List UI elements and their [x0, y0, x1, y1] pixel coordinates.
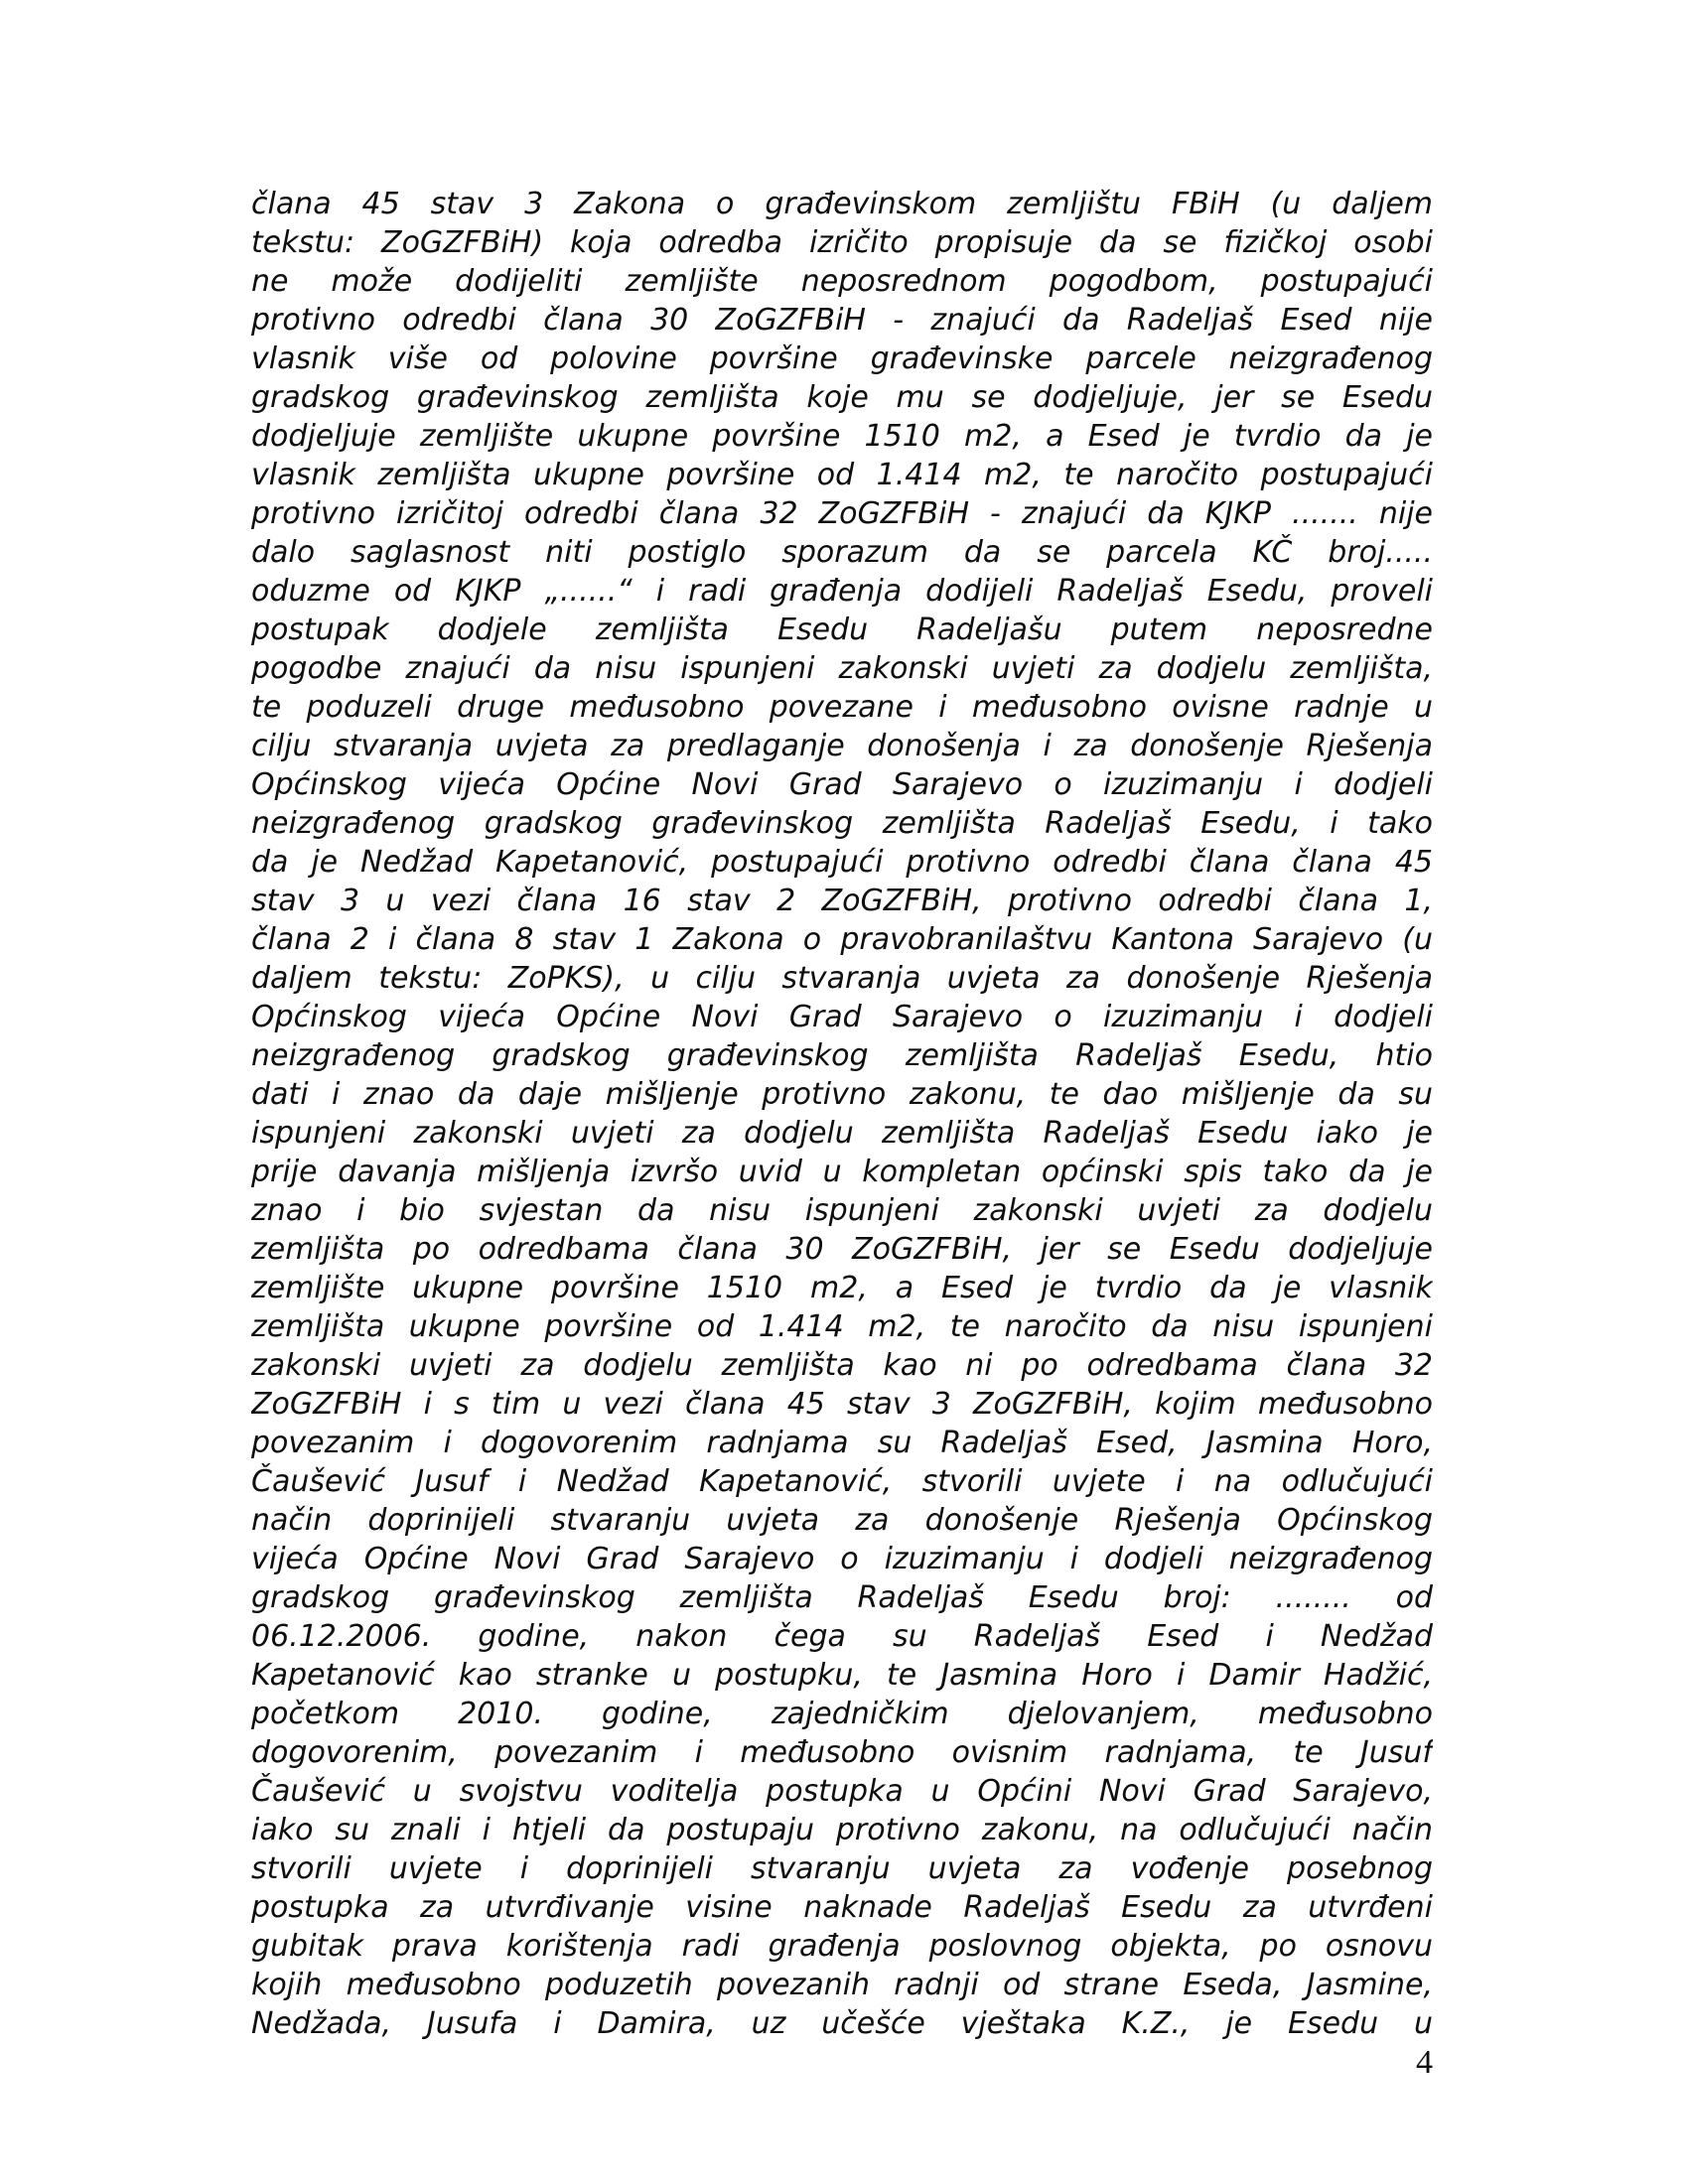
text-line: cilju stvaranja uvjeta za predlaganje donošenja i za donošenje Rješenja	[251, 729, 1433, 763]
text-line: Općinskog vijeća Općine Novi Grad Sarajevo o izuzimanju i dodjeli	[251, 767, 1433, 802]
text-line: ispunjeni zakonski uvjeti za dodjelu zemljišta Radeljaš Esedu iako je	[251, 1116, 1433, 1151]
body-text	[251, 185, 1433, 2043]
text-line: postupak dodjele zemljišta Esedu Radeljašu putem neposredne	[251, 613, 1433, 647]
text-line: 06.12.2006. godine, nakon čega su Radeljaš Esed i Nedžad	[251, 1619, 1433, 1654]
text-line: dodjeljuje zemljište ukupne površine 1510 m2, a Esed je tvrdio da je	[251, 419, 1433, 454]
text-line: ne može dodijeliti zemljište neposrednom pogodbom, postupajući	[251, 264, 1433, 299]
text-line: ZoGZFBiH i s tim u vezi člana 45 stav 3 ZoGZFBiH, kojim međusobno	[251, 1387, 1433, 1422]
text-line: Općinskog vijeća Općine Novi Grad Sarajevo o izuzimanju i dodjeli	[251, 1000, 1433, 1034]
text-line: pogodbe znajući da nisu ispunjeni zakonski uvjeti za dodjelu zemljišta,	[251, 651, 1433, 686]
text-line: kojih međusobno poduzetih povezanih radnji od strane Eseda, Jasmine,	[251, 1968, 1433, 2002]
text-line: da je Nedžad Kapetanović, postupajući protivno odredbi člana člana 45	[251, 845, 1433, 880]
text-line: dati i znao da daje mišljenje protivno zakonu, te dao mišljenje da su	[251, 1077, 1433, 1112]
text-line: gradskog građevinskog zemljišta koje mu se dodjeljuje, jer se Esedu	[251, 380, 1433, 415]
text-line: člana 45 stav 3 Zakona o građevinskom zemljištu FBiH (u daljem	[251, 187, 1433, 221]
text-line: Čaušević Jusuf i Nedžad Kapetanović, stvorili uvjete i na odlučujući	[251, 1464, 1433, 1499]
text-line: te poduzeli druge međusobno povezane i međusobno ovisne radnje u	[251, 690, 1433, 725]
text-line: Kapetanović kao stranke u postupku, te Jasmina Horo i Damir Hadžić,	[251, 1658, 1433, 1693]
text-line: početkom 2010. godine, zajedničkim djelovanjem, međusobno	[251, 1697, 1433, 1731]
text-line: neizgrađenog gradskog građevinskog zemljišta Radeljaš Esedu, i tako	[251, 806, 1433, 841]
text-line: vlasnik zemljišta ukupne površine od 1.414 m2, te naročito postupajući	[251, 458, 1433, 492]
text-line: zemljište ukupne površine 1510 m2, a Esed je tvrdio da je vlasnik	[251, 1271, 1433, 1305]
text-line: zemljišta ukupne površine od 1.414 m2, te naročito da nisu ispunjeni	[251, 1309, 1433, 1344]
text-line: vijeća Općine Novi Grad Sarajevo o izuzimanju i dodjeli neizgrađenog	[251, 1542, 1433, 1576]
text-line: iako su znali i htjeli da postupaju protivno zakonu, na odlučujući način	[251, 1813, 1433, 1847]
text-line: stvorili uvjete i doprinijeli stvaranju uvjeta za vođenje posebnog	[251, 1851, 1433, 1886]
text-line: vlasnik više od polovine površine građevinske parcele neizgrađenog	[251, 341, 1433, 376]
text-line: zemljišta po odredbama člana 30 ZoGZFBiH, jer se Esedu dodjeljuje	[251, 1232, 1433, 1267]
text-line: daljem tekstu: ZoPKS), u cilju stvaranja uvjeta za donošenje Rješenja	[251, 961, 1433, 996]
text-line: gradskog građevinskog zemljišta Radeljaš Esedu broj: ........ od	[251, 1580, 1433, 1615]
text-line: oduzme od KJKP „......“ i radi građenja dodijeli Radeljaš Esedu, proveli	[251, 574, 1433, 609]
text-line: protivno odredbi člana 30 ZoGZFBiH - znajući da Radeljaš Esed nije	[251, 303, 1433, 338]
text-line: povezanim i dogovorenim radnjama su Radeljaš Esed, Jasmina Horo,	[251, 1426, 1433, 1460]
text-line: dogovorenim, povezanim i međusobno ovisnim radnjama, te Jusuf	[251, 1735, 1433, 1770]
text-line: člana 2 i člana 8 stav 1 Zakona o pravobranilaštvu Kantona Sarajevo (u	[251, 922, 1433, 957]
page-number: 4	[1416, 2044, 1433, 2081]
text-line: neizgrađenog gradskog građevinskog zemljišta Radeljaš Esedu, htio	[251, 1038, 1433, 1073]
text-line: protivno izričitoj odredbi člana 32 ZoGZFBiH - znajući da KJKP ....... nije	[251, 496, 1433, 531]
text-line: Nedžada, Jusufa i Damira, uz učešće vještaka K.Z., je Esedu u	[251, 2006, 1433, 2041]
text-line: zakonski uvjeti za dodjelu zemljišta kao ni po odredbama člana 32	[251, 1348, 1433, 1383]
text-line: stav 3 u vezi člana 16 stav 2 ZoGZFBiH, protivno odredbi člana 1,	[251, 884, 1433, 918]
text-line: Čaušević u svojstvu voditelja postupka u Općini Novi Grad Sarajevo,	[251, 1774, 1433, 1809]
text-line: način doprinijeli stvaranju uvjeta za donošenje Rješenja Općinskog	[251, 1503, 1433, 1538]
text-line: postupka za utvrđivanje visine naknade Radeljaš Esedu za utvrđeni	[251, 1890, 1433, 1925]
text-line: znao i bio svjestan da nisu ispunjeni zakonski uvjeti za dodjelu	[251, 1193, 1433, 1228]
text-line: prije davanja mišljenja izvršo uvid u kompletan općinski spis tako da je	[251, 1155, 1433, 1189]
text-line: dalo saglasnost niti postiglo sporazum da se parcela KČ broj.....	[251, 535, 1433, 570]
text-line: gubitak prava korištenja radi građenja poslovnog objekta, po osnovu	[251, 1929, 1433, 1964]
text-line: tekstu: ZoGZFBiH) koja odredba izričito propisuje da se fizičkoj osobi	[251, 225, 1433, 260]
